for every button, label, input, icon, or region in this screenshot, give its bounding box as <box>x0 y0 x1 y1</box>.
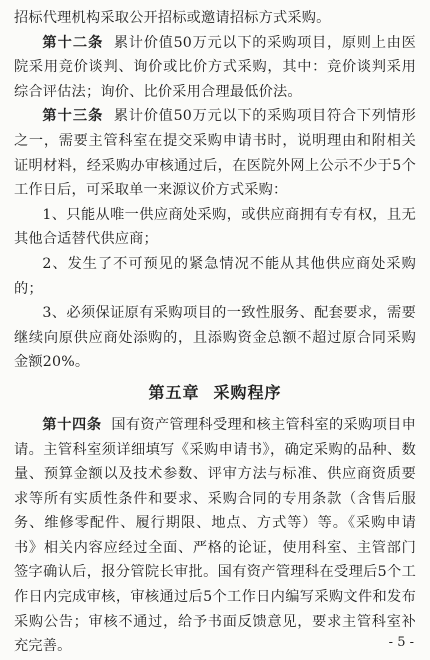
page-number: - 5 - <box>388 635 414 650</box>
article-14-label: 第十四条 <box>42 416 102 433</box>
lead-paragraph <box>14 6 416 31</box>
chapter-heading <box>14 381 416 405</box>
article-12-text: 累计价值50万元以下的采购项目，原则上由医院采用竞价谈判、询价或比价方式采购，其中：竞价谈判采用综合评估法；询价、比价采用合理最低价法。 <box>14 34 416 100</box>
list-item: 3、必须保证原有采购项目的一致性服务、配套要求，需要继续向原供应商处添购的，且添购资金总额不超过原合同采购金额20%。 <box>14 305 416 371</box>
lead-text: 招标代理机构采取公开招标或邀请招标方式采购。 <box>14 10 331 26</box>
article-13-paragraph <box>14 104 416 202</box>
article-14-text: 国有资产管理科受理和核主管科室的采购项目申请。主管科室须详细填写《采购申请书》，确定采购的品种、数量、预算金额以及技术参数、评审方法与标准、供应商资质要求等所有实质性条件和要求、采购合同的专用条款（含售后服务、维修零配件、履行期限、地点、方式等）等。《采购申请书》相关内容应经过全面、严格的论证，使用科室、主管部门签字确认后，报分管院长审批。国有资产管理科在受理后5个工作日内完成审核，审核通过后5个工作日内编写采购文件和发布采购公告；审核不通过，给予书面反馈意见，要求主管科室补充完善。 <box>14 416 417 655</box>
chapter-number: 第五章 <box>148 382 200 402</box>
article-12-label: 第十二条 <box>42 34 104 51</box>
list-item: 1、只能从唯一供应商处采购，或供应商拥有专有权，且无其他合适替代供应商； <box>14 206 416 248</box>
article-14-paragraph <box>14 413 416 659</box>
chapter-title: 采购程序 <box>213 382 282 402</box>
article-13-text: 累计价值50万元以下的采购项目符合下列情形之一，需要主管科室在提交采购申请书时，说明理由和附相关证明材料，经采购办审核通过后，在医院外网上公示不少于5个工作日后，可采取单一来源议价方式采购： <box>14 108 416 199</box>
article-13-label: 第十三条 <box>42 108 104 125</box>
list-item: 2、发生了不可预见的紧急情况不能从其他供应商处采购的； <box>14 255 416 297</box>
article-12-paragraph <box>14 31 416 105</box>
